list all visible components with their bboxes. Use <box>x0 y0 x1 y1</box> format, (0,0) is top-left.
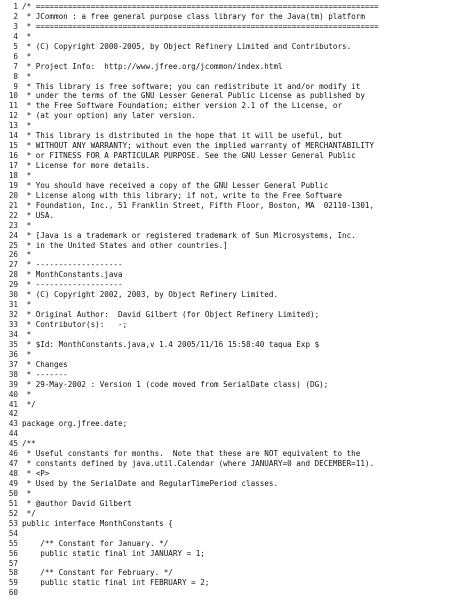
code-line <box>0 52 450 62</box>
code-line <box>0 578 450 588</box>
code-line <box>0 588 450 598</box>
line-text: * <box>22 31 32 41</box>
line-number: 5 <box>13 41 18 51</box>
code-line <box>0 300 450 310</box>
code-line <box>0 519 450 529</box>
line-number: 2 <box>13 11 18 21</box>
line-number: 44 <box>8 429 18 439</box>
code-line <box>0 62 450 72</box>
line-text: * <box>22 389 32 399</box>
code-line <box>0 72 450 82</box>
code-line <box>0 22 450 32</box>
line-number: 47 <box>8 459 18 469</box>
line-number: 32 <box>8 310 18 320</box>
line-number: 51 <box>8 498 18 508</box>
code-line <box>0 231 450 241</box>
code-line <box>0 101 450 111</box>
line-text: * in the United States and other countries.] <box>22 240 228 250</box>
code-line <box>0 161 450 171</box>
line-number: 30 <box>8 290 18 300</box>
code-line <box>0 191 450 201</box>
line-text: * Used by the SerialDate and RegularTimePeriod classes. <box>22 479 279 488</box>
line-text: * ------------------- <box>22 280 123 290</box>
line-text: * <P> <box>22 469 50 479</box>
line-text: * <box>22 349 32 359</box>
line-text: * <box>22 170 32 180</box>
line-text: /** Constant for February. */ <box>22 568 173 578</box>
line-text: */ <box>22 399 36 409</box>
line-number: 33 <box>8 320 18 329</box>
line-text: * (C) Copyright 2002, 2003, by Object Refinery Limited. <box>22 290 279 300</box>
line-number: 1 <box>13 2 18 11</box>
line-text: * This library is distributed in the hope that it will be useful, but <box>22 131 343 141</box>
code-line <box>0 479 450 489</box>
code-listing <box>0 2 450 602</box>
code-line <box>0 42 450 52</box>
code-line <box>0 111 450 121</box>
line-text: * @author David Gilbert <box>22 498 132 508</box>
line-number: 4 <box>13 31 18 41</box>
line-number: 34 <box>8 329 18 339</box>
code-line <box>0 509 450 519</box>
line-number: 45 <box>8 439 18 449</box>
code-line <box>0 280 450 290</box>
line-number: 53 <box>8 518 18 528</box>
line-text: * <box>22 121 32 131</box>
line-text: * Foundation, Inc., 51 Franklin Street, Fifth Floor, Boston, MA 02110-1301, <box>22 200 375 210</box>
line-number: 9 <box>13 81 18 91</box>
code-line <box>0 340 450 350</box>
line-number: 29 <box>8 280 18 290</box>
code-line <box>0 171 450 181</box>
line-number: 58 <box>8 568 18 578</box>
line-text: * This library is free software; you can redistribute it and/or modify it <box>22 81 361 91</box>
line-number: 54 <box>8 528 18 538</box>
line-number: 39 <box>8 379 18 389</box>
code-line <box>0 469 450 479</box>
line-text: public interface MonthConstants { <box>22 518 173 528</box>
line-number: 43 <box>8 419 18 429</box>
code-line <box>0 350 450 360</box>
code-line <box>0 568 450 578</box>
line-number: 11 <box>8 101 18 111</box>
code-line <box>0 409 450 419</box>
line-number: 57 <box>8 558 18 568</box>
code-line <box>0 489 450 499</box>
line-text: * (C) Copyright 2000-2005, by Object Refinery Limited and Contributors. <box>22 41 352 51</box>
line-number: 36 <box>8 349 18 359</box>
code-line <box>0 320 450 330</box>
code-line <box>0 12 450 22</box>
code-line <box>0 459 450 469</box>
code-line <box>0 201 450 211</box>
line-text: public static final int FEBRUARY = 2; <box>22 578 210 588</box>
line-number: 52 <box>8 508 18 518</box>
line-number: 15 <box>8 141 18 151</box>
line-number: 10 <box>8 91 18 101</box>
code-line <box>0 330 450 340</box>
line-text: /** <box>22 439 36 449</box>
line-number: 16 <box>8 151 18 161</box>
line-number: 3 <box>13 21 18 31</box>
line-number: 28 <box>8 270 18 280</box>
line-text: /* =========================================================================== <box>22 2 379 11</box>
line-text: * ------------------- <box>22 260 123 270</box>
code-line <box>0 82 450 92</box>
line-text: * [Java is a trademark or registered trademark of Sun Microsystems, Inc. <box>22 230 356 240</box>
code-line <box>0 559 450 569</box>
code-line <box>0 211 450 221</box>
line-text: */ <box>22 508 36 518</box>
line-number: 60 <box>8 588 18 598</box>
line-text: * (at your option) any later version. <box>22 111 196 121</box>
line-number: 48 <box>8 469 18 479</box>
line-text: * JCommon : a free general purpose class library for the Java(tm) platform <box>22 11 365 21</box>
line-number: 20 <box>8 190 18 200</box>
line-number: 37 <box>8 359 18 369</box>
line-number: 12 <box>8 111 18 121</box>
line-text: * MonthConstants.java <box>22 270 123 280</box>
line-text: * License along with this library; if not, write to the Free Software <box>22 190 343 200</box>
line-number: 35 <box>8 339 18 349</box>
line-number: 56 <box>8 548 18 558</box>
line-number: 31 <box>8 300 18 310</box>
line-number: 49 <box>8 479 18 488</box>
line-number: 19 <box>8 180 18 190</box>
line-number: 50 <box>8 488 18 498</box>
line-text: * or FITNESS FOR A PARTICULAR PURPOSE. See the GNU Lesser General Public <box>22 151 356 161</box>
line-text: * <box>22 250 32 260</box>
code-line <box>0 241 450 251</box>
code-line <box>0 449 450 459</box>
line-text: * $Id: MonthConstants.java,v 1.4 2005/11/16 15:58:40 taqua Exp $ <box>22 339 320 349</box>
code-line <box>0 141 450 151</box>
line-number: 25 <box>8 240 18 250</box>
code-line <box>0 151 450 161</box>
line-text: * <box>22 488 32 498</box>
code-line <box>0 260 450 270</box>
code-line <box>0 549 450 559</box>
line-number: 6 <box>13 51 18 61</box>
line-text: * You should have received a copy of the GNU Lesser General Public <box>22 180 329 190</box>
code-line <box>0 250 450 260</box>
line-number: 55 <box>8 538 18 548</box>
code-line <box>0 429 450 439</box>
code-line <box>0 419 450 429</box>
code-line <box>0 390 450 400</box>
line-text: * constants defined by java.util.Calendar (where JANUARY=0 and DECEMBER=11). <box>22 459 375 469</box>
line-number: 41 <box>8 399 18 409</box>
line-text: * <box>22 220 32 230</box>
line-text: * <box>22 71 32 81</box>
line-text: * Useful constants for months. Note that these are NOT equivalent to the <box>22 449 361 459</box>
code-line <box>0 221 450 231</box>
line-number: 38 <box>8 369 18 379</box>
line-number: 8 <box>13 71 18 81</box>
code-line <box>0 270 450 280</box>
line-text: * USA. <box>22 210 55 220</box>
line-text: * the Free Software Foundation; either version 2.1 of the License, or <box>22 101 343 111</box>
line-number: 17 <box>8 161 18 170</box>
code-line <box>0 2 450 12</box>
code-line <box>0 121 450 131</box>
line-text: * ------- <box>22 369 68 379</box>
code-line <box>0 539 450 549</box>
line-text: package org.jfree.date; <box>22 419 128 429</box>
code-line <box>0 370 450 380</box>
line-number: 23 <box>8 220 18 230</box>
code-line <box>0 181 450 191</box>
line-text: * under the terms of the GNU Lesser General Public License as published by <box>22 91 365 101</box>
line-number: 22 <box>8 210 18 220</box>
line-number: 13 <box>8 121 18 131</box>
line-number: 14 <box>8 131 18 141</box>
line-text: * <box>22 51 32 61</box>
line-text: * 29-May-2002 : Version 1 (code moved from SerialDate class) (DG); <box>22 379 329 389</box>
line-text: public static final int JANUARY = 1; <box>22 548 205 558</box>
line-number: 27 <box>8 260 18 270</box>
code-line <box>0 380 450 390</box>
line-text: * =========================================================================== <box>22 21 379 31</box>
line-number: 59 <box>8 578 18 588</box>
line-text: * <box>22 329 32 339</box>
line-number: 24 <box>8 230 18 240</box>
code-line <box>0 310 450 320</box>
line-text: * Contributor(s): -; <box>22 320 128 329</box>
code-line <box>0 400 450 410</box>
code-line <box>0 439 450 449</box>
line-number: 21 <box>8 200 18 210</box>
line-text: /** Constant for January. */ <box>22 538 169 548</box>
line-number: 18 <box>8 170 18 180</box>
code-line <box>0 290 450 300</box>
line-text: * Original Author: David Gilbert (for Object Refinery Limited); <box>22 310 320 320</box>
line-number: 42 <box>8 409 18 419</box>
line-text: * WITHOUT ANY WARRANTY; without even the implied warranty of MERCHANTABILITY <box>22 141 375 151</box>
line-number: 7 <box>13 61 18 71</box>
line-number: 46 <box>8 449 18 459</box>
code-line <box>0 529 450 539</box>
code-line <box>0 131 450 141</box>
line-number: 26 <box>8 250 18 260</box>
code-line <box>0 91 450 101</box>
line-text: * Changes <box>22 359 68 369</box>
code-line <box>0 32 450 42</box>
line-text: * Project Info: http://www.jfree.org/jcommon/index.html <box>22 61 283 71</box>
line-text: * License for more details. <box>22 161 151 170</box>
code-line <box>0 499 450 509</box>
line-number: 40 <box>8 389 18 399</box>
code-line <box>0 360 450 370</box>
line-text: * <box>22 300 32 310</box>
